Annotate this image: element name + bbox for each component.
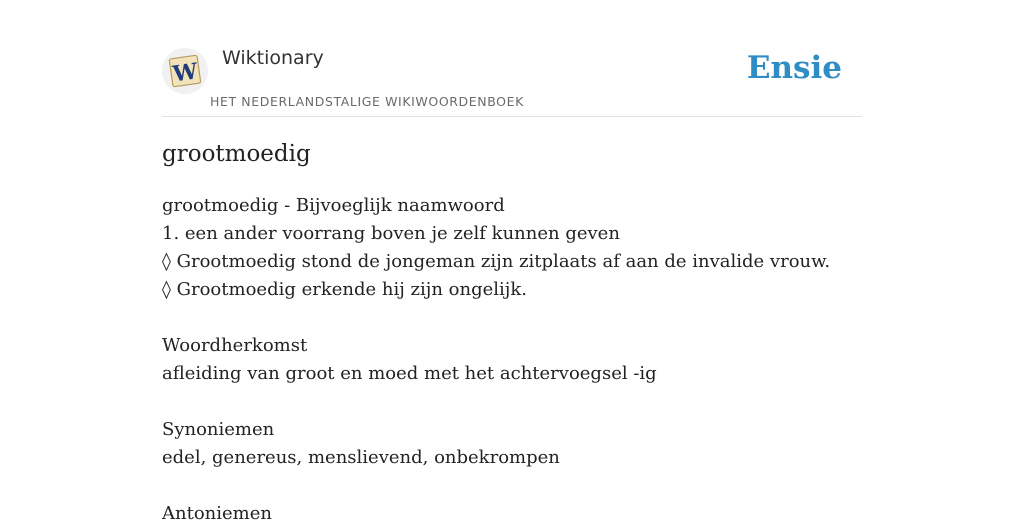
spacer (162, 304, 862, 332)
spacer (162, 472, 862, 500)
ensie-brand-link[interactable]: Ensie (746, 50, 842, 86)
entry-body (162, 192, 862, 528)
wiktionary-logo-icon[interactable] (162, 48, 208, 94)
spacer (162, 388, 862, 416)
example-sentence: ◊ Grootmoedig erkende hij zijn ongelijk. (162, 279, 528, 300)
example-sentence: ◊ Grootmoedig stond de jongeman zijn zitplaats af aan de invalide vrouw. (162, 251, 831, 272)
antonyms-heading: Antoniemen (162, 503, 272, 524)
site-tagline: HET NEDERLANDSTALIGE WIKIWOORDENBOEK (210, 94, 524, 109)
definition-header: grootmoedig - Bijvoeglijk naamwoord (162, 195, 505, 216)
page-title: grootmoedig (162, 141, 311, 167)
wiktionary-w-tile-icon (165, 51, 205, 91)
definition-item: 1. een ander voorrang boven je zelf kunnen geven (162, 223, 620, 244)
site-header (162, 44, 862, 117)
etymology-heading: Woordherkomst (162, 335, 308, 356)
site-name[interactable]: Wiktionary (222, 47, 324, 69)
synonyms-text: edel, genereus, menslievend, onbekrompen (162, 447, 560, 468)
etymology-text: afleiding van groot en moed met het achtervoegsel -ig (162, 363, 657, 384)
svg-text:W: W (171, 58, 200, 88)
entry-content (162, 136, 862, 528)
synonyms-heading: Synoniemen (162, 419, 275, 440)
